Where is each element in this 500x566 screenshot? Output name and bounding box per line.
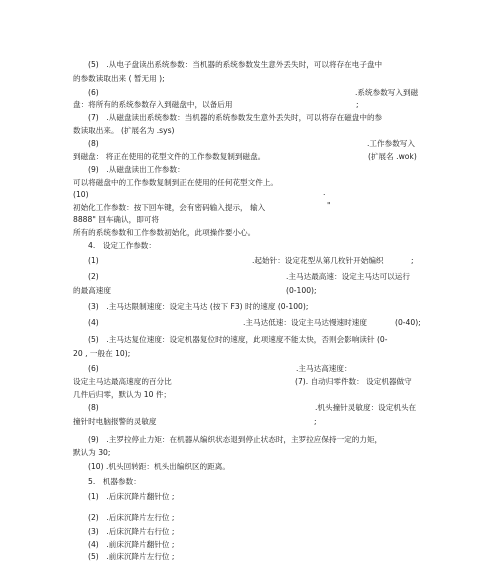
text-line: 初始化工作参数：按下回车键，会有密码输入提示， 输入 [73,203,266,212]
text-line: (0-40); [395,318,421,327]
text-line: 盘：将所有的系统参数存入到磁盘中，以备后用 [73,100,233,109]
text-line: (10) [73,190,89,199]
text-line: 撞针时电脑报警的灵敏度 [73,417,157,426]
text-line: ; [411,256,414,265]
text-line: ; [356,100,359,109]
text-line: (10) .机头回转距：机头出编织区的距离。 [88,462,230,471]
text-line: (4) [88,318,99,327]
text-line: . [323,188,326,197]
list-item: (4) .前床沉降片翻针位 ; [88,540,175,549]
text-line: (9) .从磁盘读出工作参数： [88,165,185,174]
text-line: (1) [88,256,99,265]
text-line: .起始针：设定花型从第几枚针开始编织 [252,256,384,265]
text-line: (2) [88,272,99,281]
text-line: 可以将磁盘中的工作参数复制到正在使用的任何花型文件上。 [73,178,279,187]
text-line: 几件后归零，默认为 10 件； [73,390,172,399]
text-line: (8) [88,403,99,412]
text-line: .主马达低速：设定主马达慢速时速度 [243,318,367,327]
text-line: (8) [88,139,99,148]
text-line: (6) [88,88,99,97]
list-item: (5) .前床沉降片左行位 ; [88,552,175,561]
text-line: (6) [88,364,99,373]
section-heading: 4. 设定工作参数： [88,241,156,250]
text-line: 默认为 30; [73,448,111,457]
text-line: 20 , 一般在 10); [73,349,131,358]
text-line: (扩展名 .wok) [368,152,417,161]
text-line: 的参数读取出来 ( 暂无用 ); [73,74,165,83]
text-line: .工作参数写入 [367,139,415,148]
text-line: (9) .主罗拉停止力矩：在机器从编织状态退到停止状态时，主罗拉应保持一定的力矩， [88,435,383,444]
text-line: (5) .主马达复位速度：设定机器复位时的速度，此项速度不能太快，否则会影响读针 (0- [88,335,388,344]
list-item: (3) .后床沉降片右行位 ; [88,527,175,536]
text-line: 8888" 回车确认，即可将 [73,215,159,224]
text-line: .机头撞针灵敏度：设定机头在 [315,403,417,412]
text-line: (0-100); [286,286,317,295]
text-line: (3) .主马达限制速度：设定主马达 (按下 F3) 时的速度 (0-100); [88,302,309,311]
text-line: (7). 自动归零件数： 设定机器做守 [295,377,412,386]
text-line: 设定主马达最高速度的百分比 [73,377,172,386]
list-item: (2) .后床沉降片左行位 ; [88,513,175,522]
text-line: 到磁盘： 将正在使用的花型文件的工作参数复制到磁盘。 [73,152,266,161]
text-line: 所有的系统参数和工作参数初始化，此项操作要小心。 [73,228,256,237]
section-heading: 5. 机器参数： [88,477,141,486]
text-line: (5) .从电子盘读出系统参数：当机器的系统参数发生意外丢失时，可以将存在电子盘中 [88,60,383,69]
list-item: (1) .后床沉降片翻针位 ; [88,492,175,501]
text-line: ; [314,417,317,426]
text-line: 数读取出来。 (扩展名为 .sys) [73,126,175,135]
text-line: 的最高速度 [73,286,111,295]
text-line: .主马达高速度： [296,364,352,373]
text-line: " [327,201,331,210]
text-line: .系统参数写入到磁 [355,88,419,97]
text-line: (7) .从磁盘读出系统参数：当机器的系统参数发生意外丢失时，可以将存在磁盘中的参 [88,113,383,122]
text-line: .主马达最高速：设定主马达可以运行 [286,272,410,281]
